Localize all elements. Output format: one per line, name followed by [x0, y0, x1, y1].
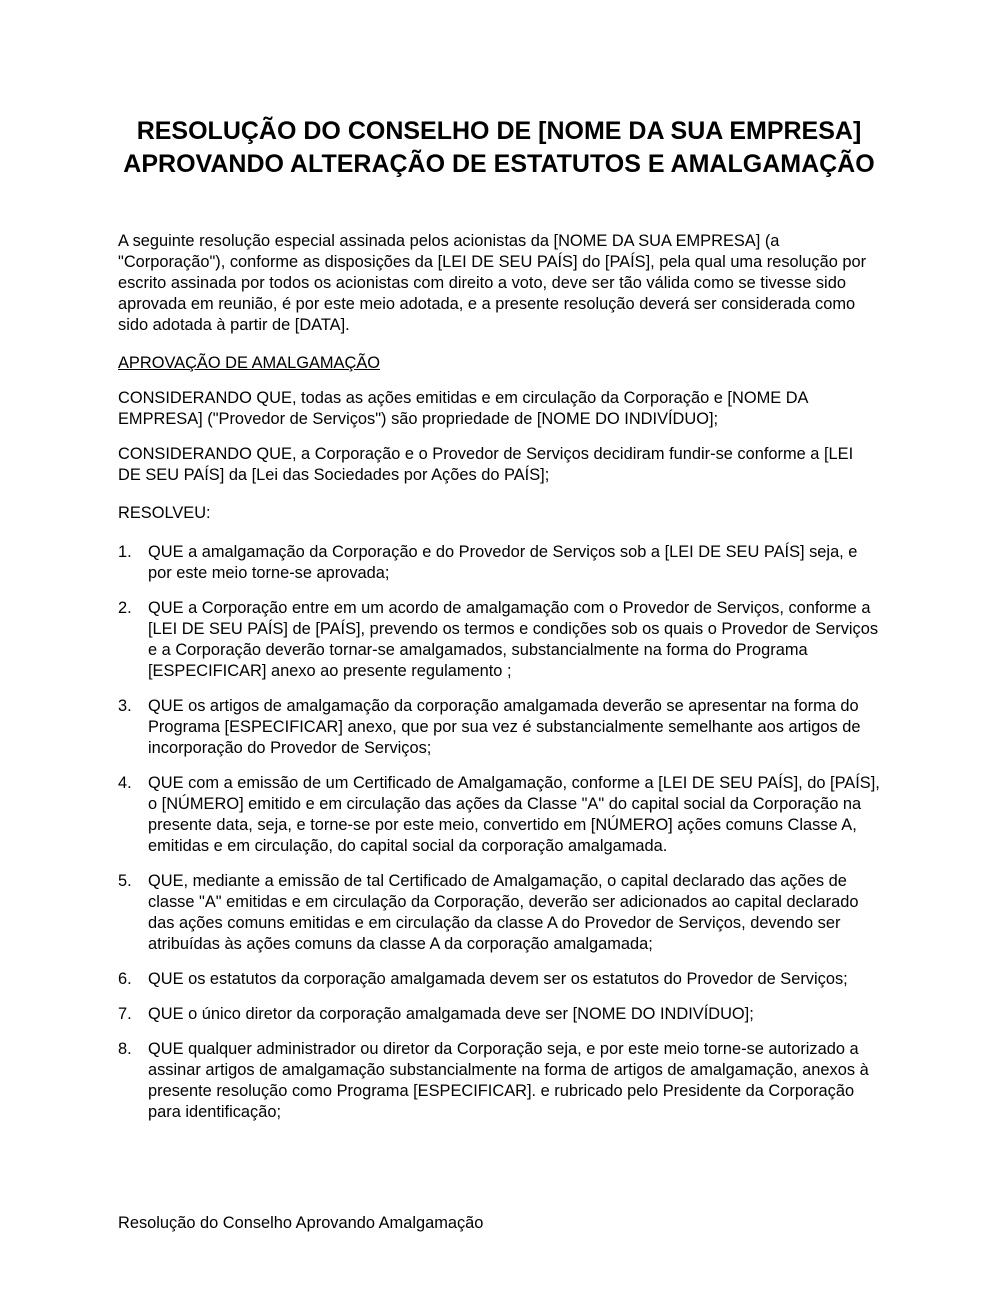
- list-item: [118, 1039, 880, 1123]
- document-footer: Resolução do Conselho Aprovando Amalgamação: [118, 1214, 484, 1232]
- list-item-text: QUE, mediante a emissão de tal Certificado de Amalgamação, o capital declarado das ações de classe "A" emitidas e em circulação da Corporação, deverão ser adicionados ao capital declarado das ações comuns emitidas e em circulação da classe A do Provedor de Serviços, devendo ser atribuídas às ações comuns da classe A da corporação amalgamada;: [148, 872, 859, 953]
- whereas-clause-2: CONSIDERANDO QUE, a Corporação e o Provedor de Serviços decidiram fundir-se conforme a [LEI DE SEU PAÍS] da [Lei das Sociedades por Ações do PAÍS];: [118, 445, 854, 484]
- list-item-number: 1.: [118, 543, 132, 561]
- resolution-list: [118, 542, 880, 1123]
- list-item-text: QUE a Corporação entre em um acordo de amalgamação com o Provedor de Serviços, conforme a [LEI DE SEU PAÍS] de [PAÍS], prevendo os termos e condições sob os quais o Provedor de Serviços e a Corporação deverão tornar-se amalgamados, substancialmente na forma do Programa [ESPECIFICAR] anexo ao presente regulamento ;: [148, 599, 879, 680]
- document-body: [118, 231, 880, 1123]
- intro-paragraph: A seguinte resolução especial assinada pelos acionistas da [NOME DA SUA EMPRESA] (a "Corporação"), conforme as disposições da [LEI DE SEU PAÍS] do [PAÍS], pela qual uma resolução por escrito assinada por todos os acionistas com direito a voto, deve ser tão válida como se tivesse sido aprovada em reunião, é por este meio adotada, e a presente resolução deverá ser considerada como sido adotada à partir de [DATA].: [118, 232, 867, 334]
- list-item-text: QUE os estatutos da corporação amalgamada devem ser os estatutos do Provedor de Serviços;: [148, 970, 848, 988]
- list-item-text: QUE com a emissão de um Certificado de Amalgamação, conforme a [LEI DE SEU PAÍS], do [PAÍS], o [NÚMERO] emitido e em circulação das ações da Classe "A" do capital social da Corporação na presente data, seja, e torne-se por este meio, convertido em [NÚMERO] ações comuns Classe A, emitidas e em circulação, do capital social da corporação amalgamada.: [148, 774, 880, 855]
- list-item-number: 5.: [118, 872, 132, 890]
- list-item: [118, 969, 880, 990]
- list-item-text: QUE o único diretor da corporação amalgamada deve ser [NOME DO INDIVÍDUO];: [148, 1005, 754, 1023]
- section-heading-row: [118, 353, 880, 374]
- list-item: [118, 598, 880, 682]
- list-item: [118, 773, 880, 857]
- list-item-text: QUE a amalgamação da Corporação e do Provedor de Serviços sob a [LEI DE SEU PAÍS] seja, e por este meio torne-se aprovada;: [148, 543, 858, 582]
- list-item-number: 6.: [118, 970, 132, 988]
- resolved-label: RESOLVEU:: [118, 504, 211, 522]
- list-item-text: QUE os artigos de amalgamação da corporação amalgamada deverão se apresentar na forma do Programa [ESPECIFICAR] anexo, que por sua vez é substancialmente semelhante aos artigos de incorporação do Provedor de Serviços;: [148, 697, 861, 757]
- list-item-number: 2.: [118, 599, 132, 617]
- list-item-number: 8.: [118, 1040, 132, 1058]
- document-title: RESOLUÇÃO DO CONSELHO DE [NOME DA SUA EMPRESA] APROVANDO ALTERAÇÃO DE ESTATUTOS E AMALGAMAÇÃO: [123, 117, 875, 178]
- whereas-clause-1: CONSIDERANDO QUE, todas as ações emitidas e em circulação da Corporação e [NOME DA EMPRESA] ("Provedor de Serviços") são propriedade de [NOME DO INDIVÍDUO];: [118, 389, 808, 428]
- list-item: [118, 542, 880, 584]
- list-item: [118, 871, 880, 955]
- list-item-number: 4.: [118, 774, 132, 792]
- list-item: [118, 696, 880, 759]
- list-item: [118, 1004, 880, 1025]
- list-item-number: 7.: [118, 1005, 132, 1023]
- list-item-text: QUE qualquer administrador ou diretor da Corporação seja, e por este meio torne-se autorizado a assinar artigos de amalgamação substancialmente na forma de artigos de amalgamação, anexos à presente resolução como Programa [ESPECIFICAR]. e rubricado pelo Presidente da Corporação para identificação;: [148, 1040, 869, 1121]
- list-item-number: 3.: [118, 697, 132, 715]
- section-heading: APROVAÇÃO DE AMALGAMAÇÃO: [118, 354, 381, 372]
